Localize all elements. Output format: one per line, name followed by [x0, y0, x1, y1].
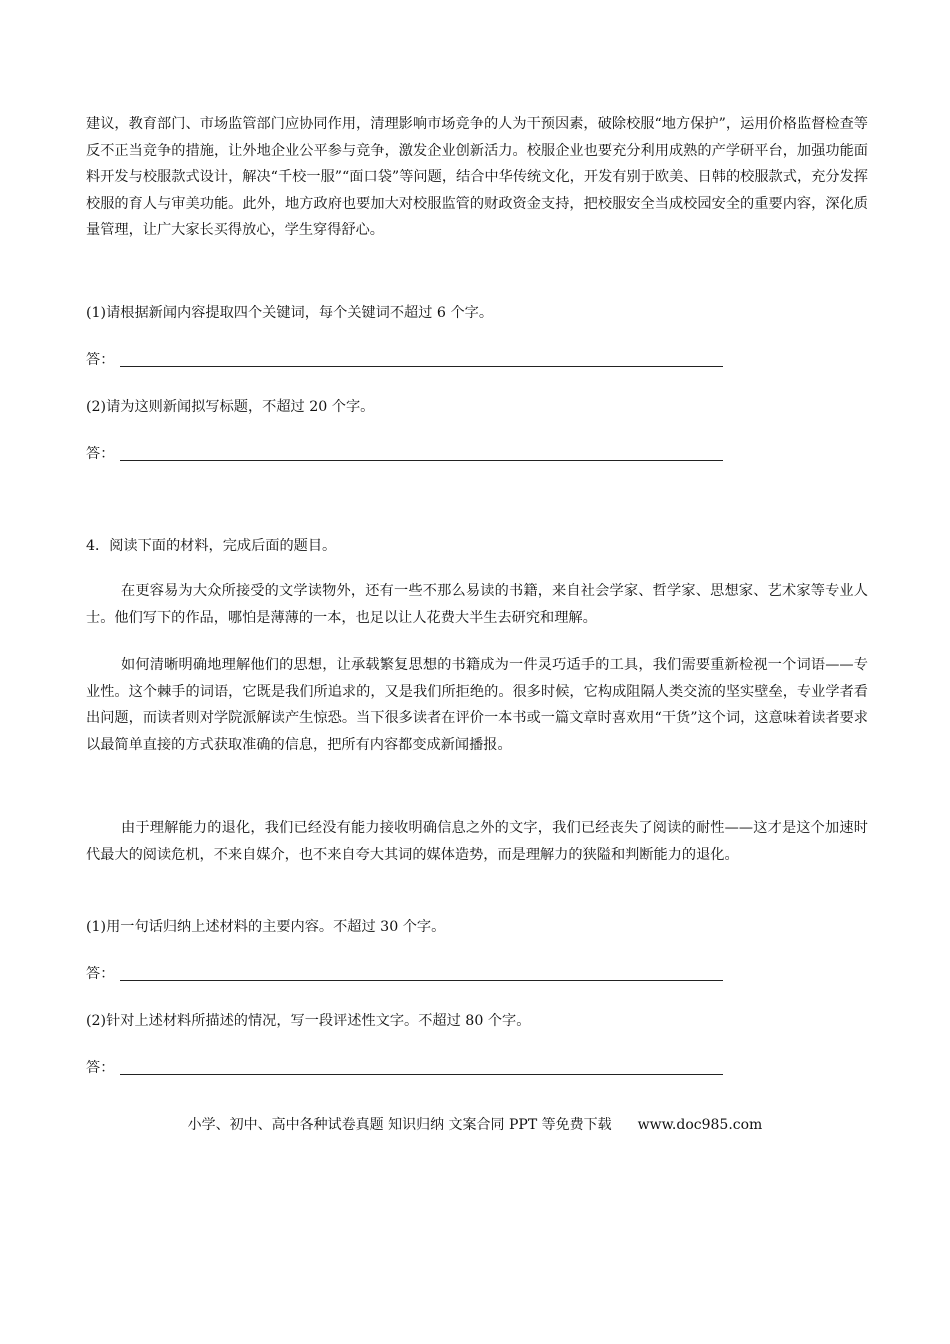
question-4-1-prompt: (1)用一句话归纳上述材料的主要内容。不超过 30 个字。: [86, 919, 446, 935]
question-3-2-prompt: (2)请为这则新闻拟写标题，不超过 20 个字。: [86, 399, 375, 415]
answer-label: 答：: [86, 1060, 115, 1076]
passage-continuation: 建议，教育部门、市场监管部门应协同作用，清理影响市场竞争的人为干预因素，破除校服“地方保护”，运用价格监督检查等反不正当竞争的措施，让外地企业公平参与竞争，激发企业创新活力。校服企业也要充分利用成熟的产学研平台，加强功能面料开发与校服款式设计，解决“千校一服”“面口袋”等问题，结合中华传统文化，开发有别于欧美、日韩的校服款式，充分发挥校服的育人与审美功能。此外，地方政府也要加大对校服监管的财政资金支持，把校服安全当成校园安全的重要内容，深化质量管理，让广大家长买得放心，学生穿得舒心。: [86, 116, 868, 238]
answer-underline: [120, 460, 723, 461]
question-3-1-prompt: (1)请根据新闻内容提取四个关键词，每个关键词不超过 6 个字。: [86, 305, 494, 321]
answer-line-4-2[interactable]: [86, 1058, 726, 1078]
answer-underline: [120, 980, 723, 981]
answer-label: 答：: [86, 352, 115, 368]
question-4-heading: 4．阅读下面的材料，完成后面的题目。: [86, 538, 337, 554]
answer-line-4-1[interactable]: [86, 964, 726, 984]
answer-label: 答：: [86, 966, 115, 982]
answer-line-3-1[interactable]: [86, 350, 726, 370]
answer-underline: [120, 1074, 723, 1075]
page-footer: [0, 1115, 950, 1135]
answer-line-3-2[interactable]: [86, 444, 726, 464]
answer-underline: [120, 366, 723, 367]
passage-paragraph-2: 如何清晰明确地理解他们的思想，让承载繁复思想的书籍成为一件灵巧适手的工具，我们需要重新检视一个词语——专业性。这个棘手的词语，它既是我们所追求的，又是我们所拒绝的。很多时候，它构成阻隔人类交流的坚实壁垒，专业学者看出问题，而读者则对学院派解读产生惊恐。当下很多读者在评价一本书或一篇文章时喜欢用“干货”这个词，这意味着读者要求以最简单直接的方式获取准确的信息，把所有内容都变成新闻播报。: [86, 657, 868, 753]
footer-url-link[interactable]: www.doc985.com: [637, 1117, 763, 1133]
question-4-2-prompt: (2)针对上述材料所描述的情况，写一段评述性文字。不超过 80 个字。: [86, 1013, 531, 1029]
answer-label: 答：: [86, 446, 115, 462]
footer-text: 小学、初中、高中各种试卷真题 知识归纳 文案合同 PPT 等免费下载: [187, 1117, 612, 1133]
passage-paragraph-3: 由于理解能力的退化，我们已经没有能力接收明确信息之外的文字，我们已经丧失了阅读的耐性——这才是这个加速时代最大的阅读危机，不来自媒介，也不来自夸大其词的媒体造势，而是理解力的狭隘和判断能力的退化。: [86, 820, 868, 863]
passage-paragraph-1: 在更容易为大众所接受的文学读物外，还有一些不那么易读的书籍，来自社会学家、哲学家、思想家、艺术家等专业人士。他们写下的作品，哪怕是薄薄的一本，也足以让人花费大半生去研究和理解。: [86, 583, 868, 626]
